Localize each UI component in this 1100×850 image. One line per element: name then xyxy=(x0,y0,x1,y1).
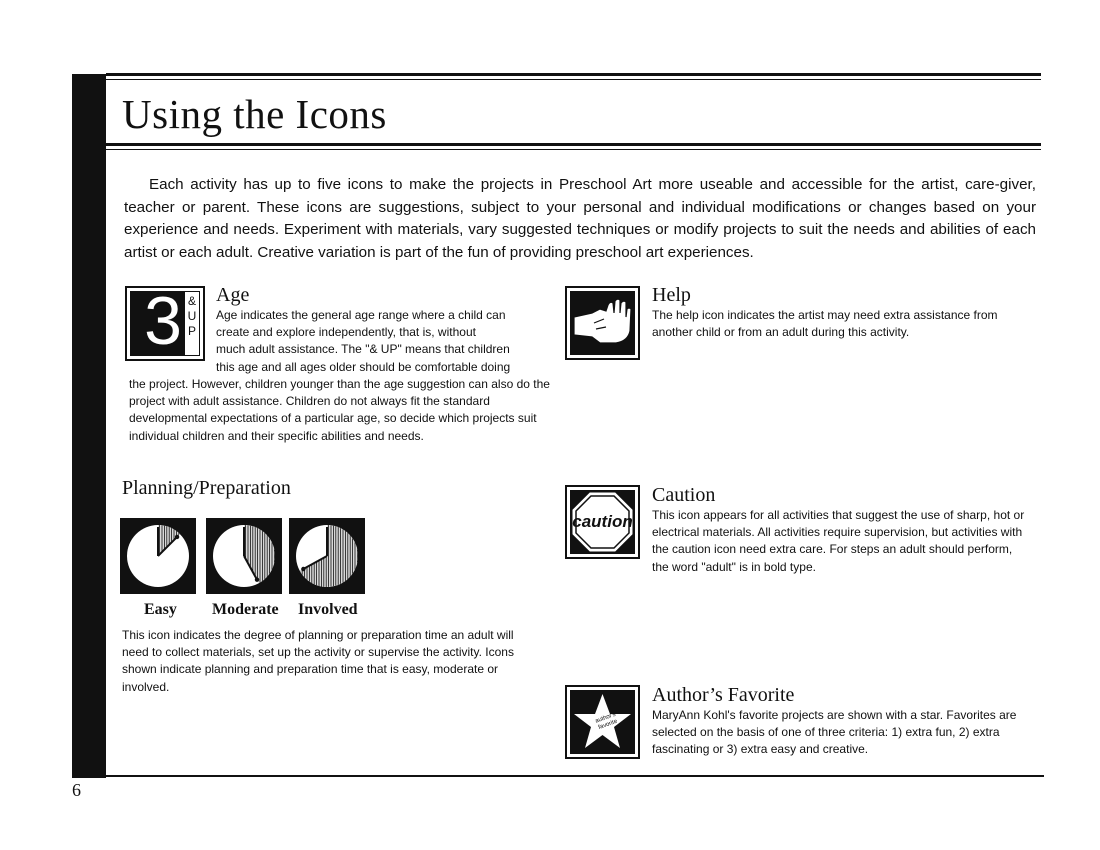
planning-heading: Planning/Preparation xyxy=(122,477,291,499)
caution-heading: Caution xyxy=(652,484,716,506)
age-text-line: much adult assistance. The "& UP" means that children xyxy=(216,342,510,357)
clock-hand-arrowhead xyxy=(301,567,305,571)
age-text-line: Age indicates the general age range where a child can xyxy=(216,308,506,322)
title-rule xyxy=(106,143,1041,146)
favorite-star-icon xyxy=(565,685,640,759)
page-title: Using the Icons xyxy=(122,91,387,137)
caution-icon xyxy=(565,485,640,559)
age-heading: Age xyxy=(216,284,250,306)
clock-easy-svg xyxy=(122,520,194,592)
clock-label-involved: Involved xyxy=(298,601,358,618)
clock-label-moderate: Moderate xyxy=(212,601,279,618)
planning-text: This icon indicates the degree of planning or preparation time an adult will need to collect materials, set up the activity or supervise the activity. Icons shown indicate planning and preparation time that is easy, moderate or involved. xyxy=(122,628,514,694)
age-icon-suffix: &UP xyxy=(187,294,197,338)
help-hand-icon xyxy=(565,286,640,360)
help-text: The help icon indicates the artist may need extra assistance from another child or from an adult during this activity. xyxy=(652,308,998,340)
help-heading: Help xyxy=(652,284,691,306)
age-icon xyxy=(125,283,205,361)
favorite-text: MaryAnn Kohl's favorite projects are shown with a star. Favorites are selected on the basis of one of three criteria: 1) extra fun, 2) extra fascinating or 3) extra easy and creative. xyxy=(652,708,1017,757)
bottom-rule xyxy=(106,775,1044,777)
caution-text: This icon appears for all activities that suggest the use of sharp, hot or electrical materials. All activities require supervision, but activities with the caution icon need extra care. For steps an adult should perform, the word "adult" is in bold type. xyxy=(652,508,1025,574)
age-text-line: this age and all ages older should be comfortable doing xyxy=(216,359,511,374)
black-sidebar-bar xyxy=(72,74,106,778)
hand-icon xyxy=(570,291,635,355)
age-text-rest: the project. However, children younger than the age suggestion can also do the project with adult assistance. Children do not always fit the standard developmental expectations of a particular age, so decide which projects suit individual children and their specific abilities and needs. xyxy=(129,377,550,443)
top-rule xyxy=(106,73,1041,76)
clock-icon-involved xyxy=(289,518,365,594)
age-text-line: create and explore independently, that is, without xyxy=(216,325,476,340)
clock-icon-easy xyxy=(120,518,196,594)
clock-label-easy: Easy xyxy=(144,601,177,618)
clock-hand-arrowhead xyxy=(175,535,179,539)
age-icon-number: 3 xyxy=(144,283,182,359)
clock-hand-arrowhead xyxy=(255,577,259,581)
favorite-heading: Author’s Favorite xyxy=(652,684,795,706)
clock-icon-moderate xyxy=(206,518,282,594)
page-number: 6 xyxy=(72,780,81,800)
clock-moderate-svg xyxy=(208,520,280,592)
top-rule-thin xyxy=(106,79,1041,80)
title-rule-thin xyxy=(106,149,1041,150)
clock-involved-svg xyxy=(291,520,363,592)
caution-icon-word: caution xyxy=(572,512,633,531)
favorite-icon-text: author's favorite xyxy=(594,711,619,732)
intro-paragraph: Each activity has up to five icons to make the projects in Preschool Art more useable and accessible for the artist, care-giver, teacher or parent. These icons are suggestions, subject to your personal and individual modifications or changes based on your experience and needs. Experiment with materials, vary suggested techniques or modify projects to suit the needs and abilities of each artist or each adult. Creative variation is part of the fun of providing preschool art experiences. xyxy=(124,176,1036,261)
age-text-wrapped xyxy=(216,307,546,376)
